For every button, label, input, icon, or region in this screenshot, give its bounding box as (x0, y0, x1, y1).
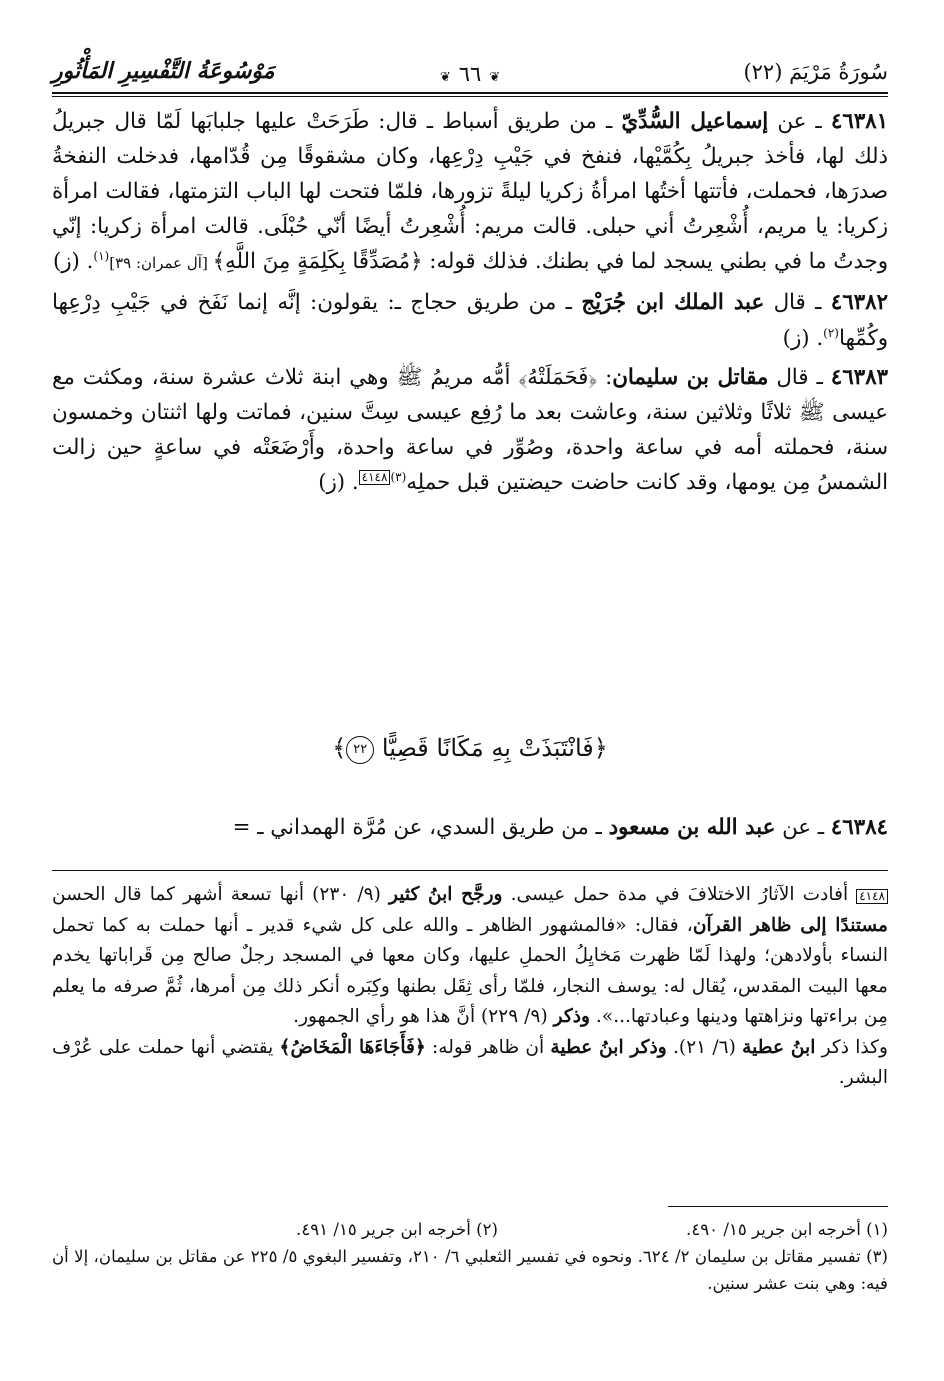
commentary-paragraph (52, 880, 888, 1033)
entry-number: ٤٦٣٨٣ (830, 364, 888, 390)
quran-quote: ﴿فَحَمَلَتْهُ﴾ (518, 364, 598, 390)
narrator-name: إسماعيل السُّدِّيّ (621, 109, 769, 134)
narrator-name: عبد الملك ابن جُرَيْج (581, 290, 765, 316)
entry-text: أمُّه مريمُ ﷺ وهي ابنة ثلاث عشرة سنة، ومكثت مع عيسى ﷺ ثلاثًا وثلاثين سنة، وعاشت بعد ما رُفِع عيسى سِتَّ سنين، فماتت ولها اثنتان وخمسون سنة، فحملته أمه في ساعة واحدة، وصُوِّر في ساعة واحدة، وأَرْضَعَتْه في ساعةٍ حين زالت الشمسُ مِن يومها، وقد كانت حاضت حيضتين قبل حملِه (52, 364, 888, 495)
surah-title: سُورَةُ مَرْيَمَ (٢٢) (743, 60, 888, 84)
encyclopedia-title: مَوْسُوعَةُ التَّفْسِيرِ المَأْثُورِ (52, 58, 275, 84)
entry-number: ٤٦٣٨٤ (830, 815, 888, 840)
page-number-value: ٦٦ (458, 62, 482, 86)
verse-heading (52, 734, 888, 764)
commentary-ref-box: ٤١٤٨ (359, 470, 391, 485)
entry-number: ٤٦٣٨٢ (830, 290, 888, 316)
footnote-3: (٣) تفسير مقاتل بن سليمان ٢/ ٦٢٤. ونحوه في تفسير الثعلبي ٦/ ٢١٠، وتفسير البغوي ٥/ ٢٢٥ عن مقاتل بن سليمان، إلا أن فيه: وهي بنت عشر سنين. (52, 1247, 889, 1293)
entry-46381 (52, 104, 888, 281)
entry-text: ـ عن (775, 815, 831, 840)
entry-number: ٤٦٣٨١ (830, 109, 889, 134)
scholar-name: ورجَّح ابنُ كثير (389, 884, 503, 905)
commentary-text: ، فقال: «فالمشهور الظاهر ـ والله على كل شيء قدير ـ أنها حملت به كما تحمل النساء بأولادهن؛ ولهذا لَمّا ظهرت مَخايِلُ الحملِ عليها، وكان معها في المسجد رجلٌ صالح مِن قَراباتها يخدم معها البيت المقدس، يُقال له: يوسف النجار، فلمّا رأى ثِقَل بطنها وكِبَره أنكر ذلك مِن أمرها، ثُمَّ صرفه ما يعلم مِن براءتها ونزاهتها ودينها وعبادتها...». (52, 914, 888, 1027)
commentary-text: (٩/ ٢٢٩) أنَّ هذا هو رأي الجمهور. (293, 1006, 554, 1027)
commentary-text: (٦/ ٢١). (666, 1036, 743, 1058)
commentary-notes (52, 880, 888, 1094)
entry-46383 (52, 360, 888, 500)
header-rule-thin (52, 96, 888, 97)
verse-text: ﴿فَانْتَبَذَتْ بِهِ مَكَانًا قَصِيًّا (381, 734, 608, 762)
book-page (52, 58, 888, 1358)
commentary-text: أفادت الآثارُ الاختلافَ في مدة حمل عيسى. (502, 884, 857, 905)
footnotes (52, 1216, 888, 1297)
page-header (52, 58, 888, 94)
entry-text: : (597, 364, 613, 390)
footnote-1: (١) أخرجه ابن جرير ١٥/ ٤٩٠. (686, 1220, 888, 1239)
verse-number-medallion: ٢٢ (346, 736, 374, 764)
main-text (52, 104, 888, 504)
header-rule (52, 92, 888, 94)
commentary-box: ٤١٤٨ (856, 889, 888, 904)
footnote-marker: (١) (93, 249, 110, 264)
entry-text: ـ من طريق السدي، عن مُرَّة الهمداني ـ = (232, 815, 609, 840)
footnote-marker: (٢) (823, 325, 839, 340)
commentary-text: أن ظاهر قوله: (425, 1036, 551, 1058)
entry-end: . (ز) (318, 469, 359, 495)
scholar-name: وذكر ابنُ عطية (550, 1036, 667, 1058)
narrator-name: عبد الله بن مسعود (608, 815, 776, 840)
quran-quote: ﴿مُصَدِّقًا بِكَلِمَةٍ مِنَ اللَّهِ﴾ (212, 249, 423, 275)
ornament-icon: ❦ (439, 70, 451, 85)
commentary-paragraph (52, 1033, 888, 1094)
entry-text: ـ من طريق أسباط ـ قال: طَرَحَتْ عليها جلبابَها لَمّا قال جبريلُ ذلك لها، فأخذ جبريلُ بِكُمَّيْها، فنفخ في جَيْبِ دِرْعِها، وكان مشقوقًا مِن قُدّامها، فدخلت النفخةُ صدرَها، فحملت، فأتتها أختُها امرأةُ زكريا ليلةً تزورها، فلمّا فتحت لها الباب التزمتها، فقالت امرأة زكريا: يا مريم، أُشْعِرتُ أني حبلى. قالت مريم: أُشْعِرتُ أيضًا أنّي حُبْلَى. قالت امرأة زكريا: إنّي وجدتُ ما في بطني يسجد لما في بطنك. فذلك قوله: (52, 109, 888, 275)
commentary-text: يقتضي أنها حملت على عُرْف البشر. (52, 1036, 888, 1088)
entry-text: ـ من طريق حجاج ـ: يقولون: إنَّه إنما نَفَخ في جَيْبِ دِرْعِها وكُمِّها (52, 290, 888, 351)
footnote-2: (٢) أخرجه ابن جرير ١٥/ ٤٩١. (296, 1220, 498, 1239)
footnote-row (52, 1216, 888, 1243)
commentary-text: وكذا ذكر (815, 1036, 888, 1058)
footnote-separator (668, 1206, 888, 1207)
entry-text: ـ قال (768, 364, 831, 390)
emphasis-text: وذكر (553, 1006, 590, 1027)
scholar-name: ابنُ عطية (742, 1036, 816, 1058)
commentary-separator (52, 870, 888, 871)
commentary-text: (٩/ ٢٣٠) أنها تسعة أشهر كما قال الحسن (52, 884, 389, 905)
ornament-icon: ❦ (489, 70, 501, 85)
entry-46384 (52, 810, 888, 845)
narrator-name: مقاتل بن سليمان (612, 364, 769, 390)
entry-text: ـ قال (764, 290, 831, 316)
entry-46382 (52, 285, 888, 355)
emphasis-text: مستندًا إلى ظاهر القرآن (692, 914, 888, 936)
entry-text: ـ عن (768, 109, 831, 134)
verse-close-bracket: ﴾ (332, 734, 347, 762)
verse-reference: [آل عمران: ٣٩] (109, 254, 213, 273)
quran-quote: ﴿فَأَجَاءَهَا الْمَخَاضُ﴾ (279, 1036, 426, 1058)
footnote-marker: (٣) (390, 469, 407, 484)
entry-end: . (ز) (52, 249, 94, 275)
entry-end: . (ز) (782, 325, 824, 351)
